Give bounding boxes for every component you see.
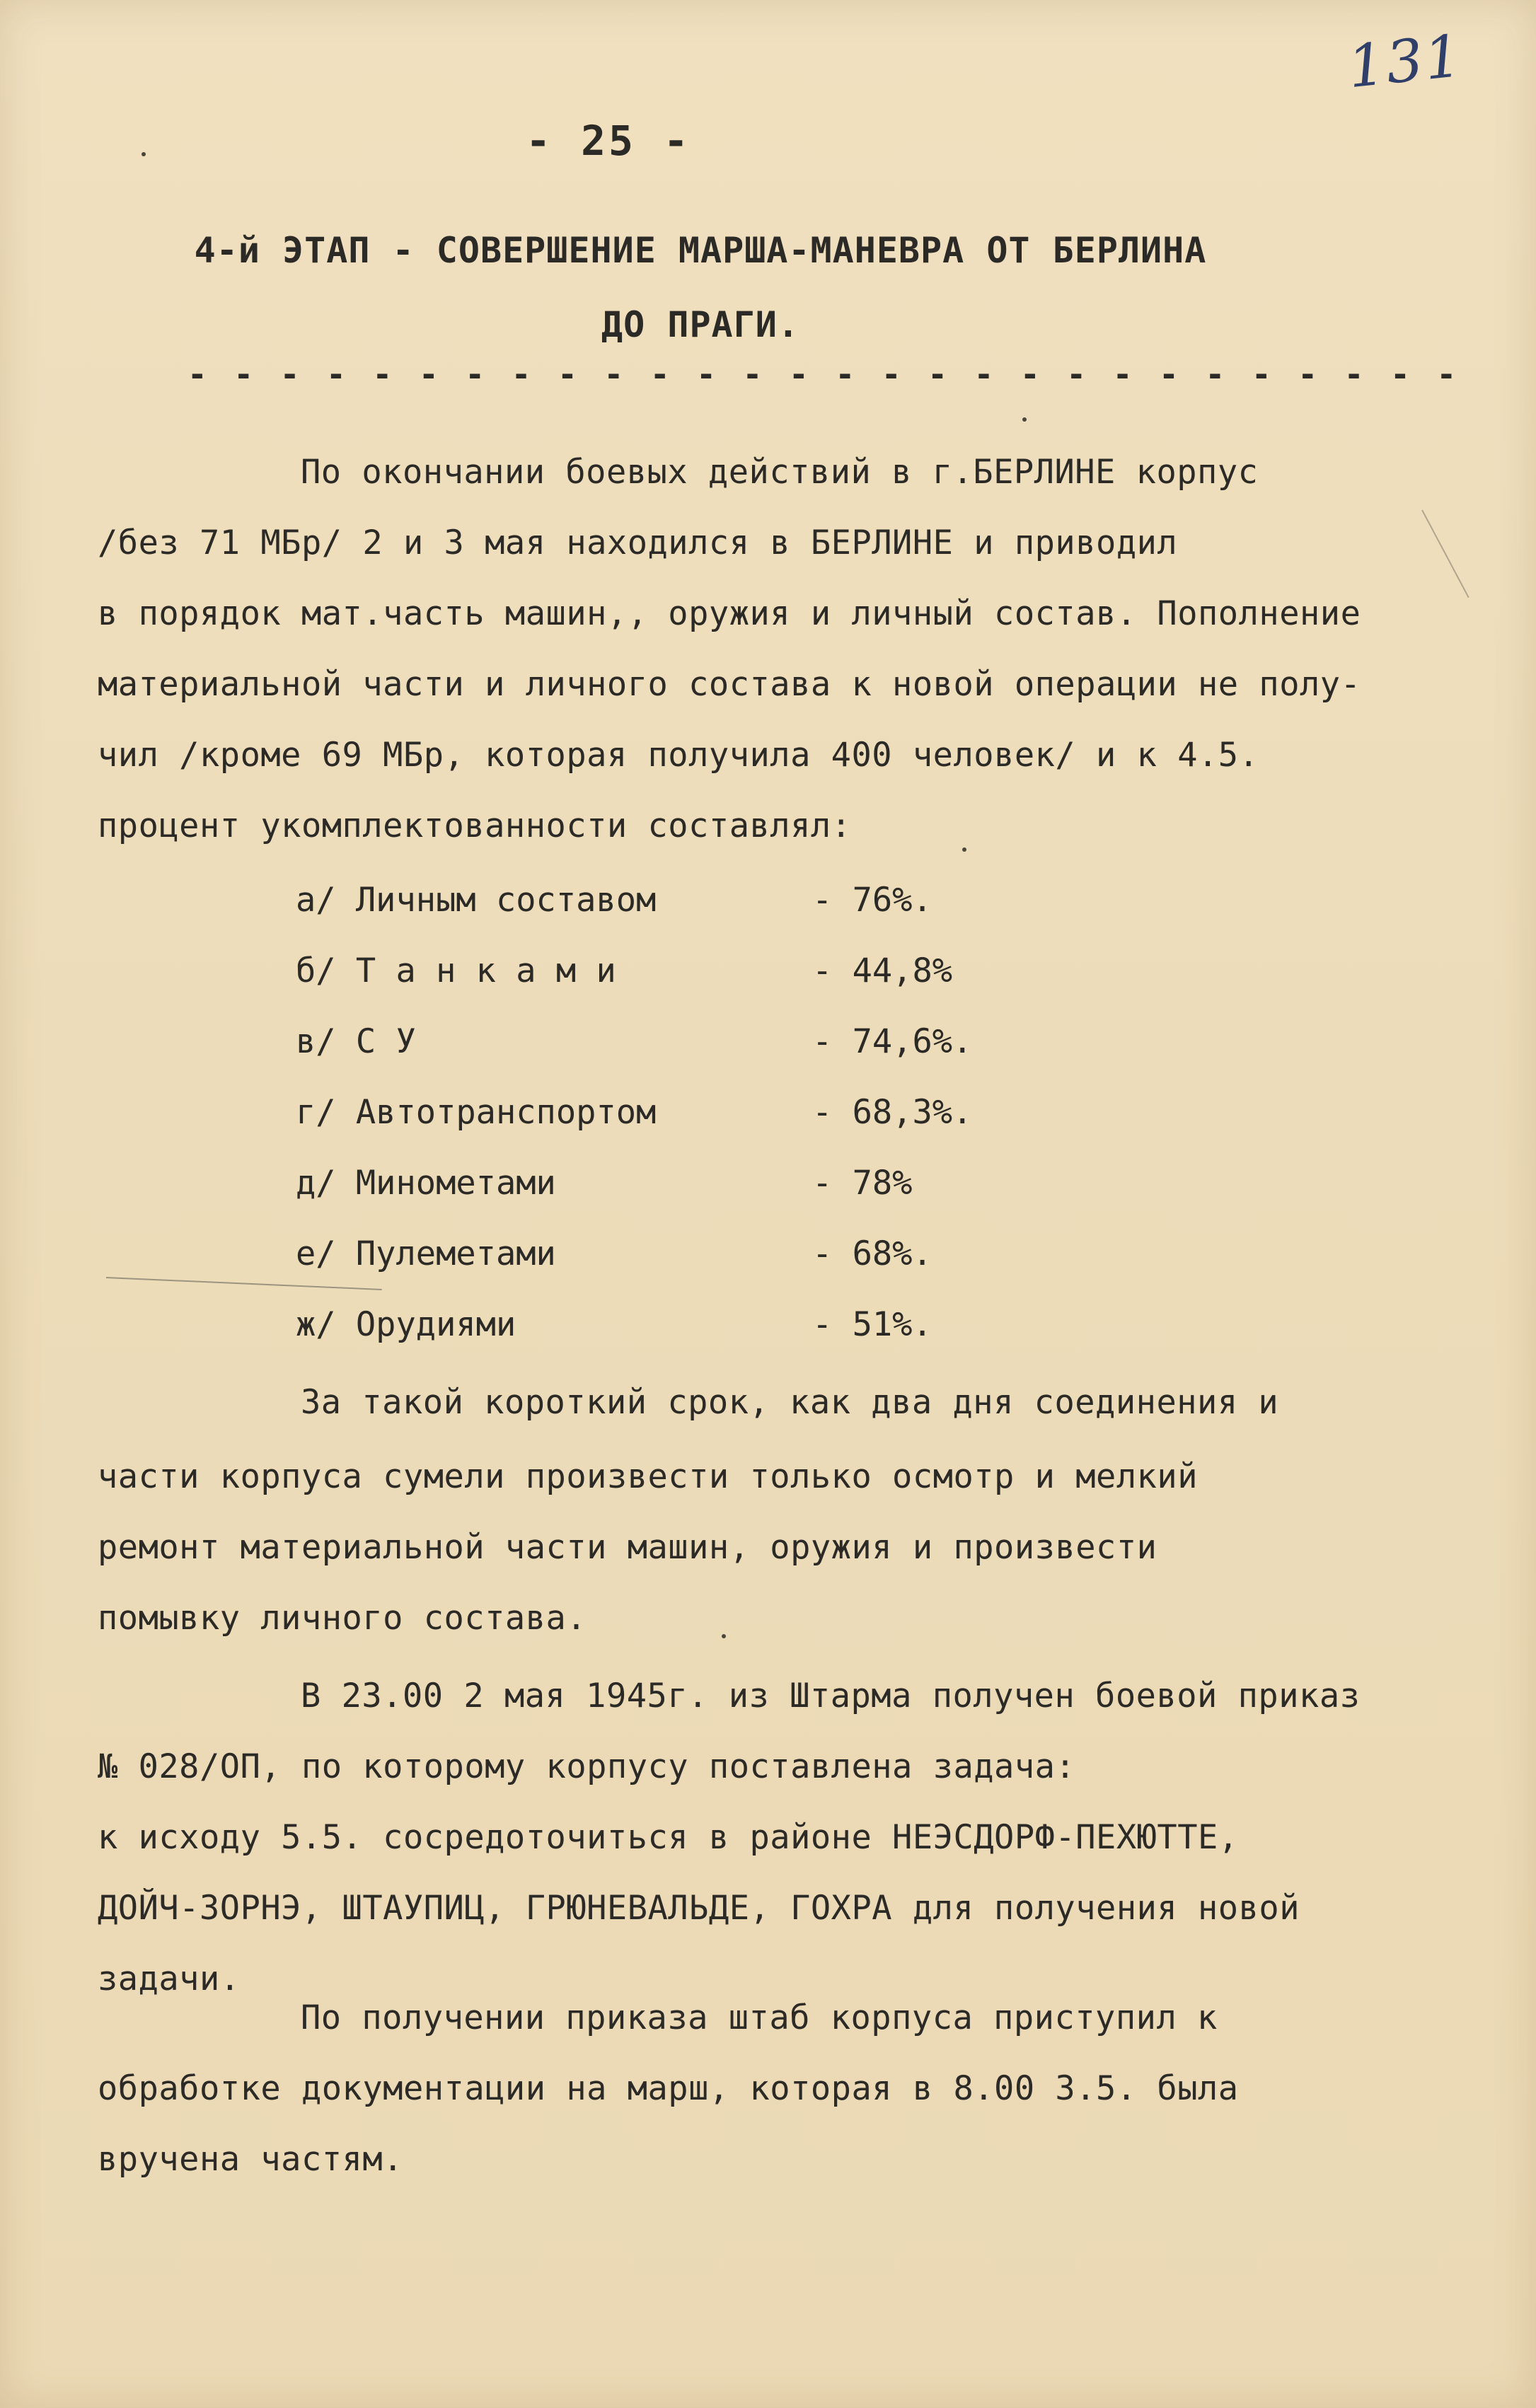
staffing-label: д/ Минометами xyxy=(296,1164,556,1203)
staffing-label: в/ С У xyxy=(296,1022,416,1061)
staffing-label: г/ Автотранспортом xyxy=(296,1093,657,1132)
staffing-value: - 78% xyxy=(812,1164,913,1203)
paragraph-3-line-1: В 23.00 2 мая 1945г. из Штарма получен боевой приказ xyxy=(301,1677,1361,1715)
paragraph-3-line-3: к исходу 5.5. сосредоточиться в районе НЕЭСДОРФ-ПЕХЮТТЕ, xyxy=(98,1818,1239,1857)
staffing-value: - 51%. xyxy=(812,1305,932,1344)
page-number: - 25 - xyxy=(526,117,691,165)
paragraph-1-line-1: По окончании боевых действий в г.БЕРЛИНЕ корпус xyxy=(301,453,1259,492)
paragraph-4-line-3: вручена частям. xyxy=(98,2140,403,2179)
staffing-label: а/ Личным составом xyxy=(296,881,657,920)
paragraph-1-line-5: чил /кроме 69 МБр, которая получила 400 человек/ и к 4.5. xyxy=(98,736,1259,775)
heading-line-1: 4-й ЭТАП - СОВЕРШЕНИЕ МАРША-МАНЕВРА ОТ БЕРЛИНА xyxy=(194,230,1207,271)
paragraph-1-line-2: /без 71 МБр/ 2 и 3 мая находился в БЕРЛИНЕ и приводил xyxy=(98,523,1178,562)
paragraph-2-line-3: ремонт материальной части машин, оружия и произвести xyxy=(98,1528,1157,1567)
staffing-label: е/ Пулеметами xyxy=(296,1234,556,1273)
archive-page-number: 131 xyxy=(1344,22,1467,102)
staffing-value: - 74,6%. xyxy=(812,1022,973,1061)
paragraph-4-line-1: По получении приказа штаб корпуса приступил к xyxy=(301,1998,1218,2037)
staffing-value: - 44,8% xyxy=(812,951,953,990)
ink-speck xyxy=(722,1634,726,1638)
paragraph-2-line-1: За такой короткий срок, как два дня соединения и xyxy=(301,1383,1279,1422)
paragraph-1-line-3: в порядок мат.часть машин,, оружия и личный состав. Пополнение xyxy=(98,594,1361,633)
staffing-value: - 76%. xyxy=(812,881,932,920)
paragraph-1-line-4: материальной части и личного состава к новой операции не полу- xyxy=(98,665,1361,704)
paragraph-4-line-2: обработке документации на марш, которая в 8.00 3.5. была xyxy=(98,2069,1239,2108)
paragraph-3-line-4: ДОЙЧ-ЗОРНЭ, ШТАУПИЦ, ГРЮНЕВАЛЬДЕ, ГОХРА для получения новой xyxy=(98,1889,1300,1928)
staffing-value: - 68%. xyxy=(812,1234,932,1273)
paragraph-1-line-6: процент укомплектованности составлял: xyxy=(98,806,852,845)
ink-speck xyxy=(962,847,966,852)
ink-speck xyxy=(142,152,146,156)
paragraph-2-line-2: части корпуса сумели произвести только осмотр и мелкий xyxy=(98,1457,1199,1496)
pencil-stroke xyxy=(1421,510,1469,598)
ink-speck xyxy=(1022,417,1027,422)
paragraph-2-line-4: помывку личного состава. xyxy=(98,1599,587,1638)
paragraph-3-line-5: задачи. xyxy=(98,1960,241,1998)
staffing-value: - 68,3%. xyxy=(812,1093,973,1132)
staffing-label: ж/ Орудиями xyxy=(296,1305,516,1344)
pencil-stroke xyxy=(106,1277,382,1290)
heading-rule: - - - - - - - - - - - - - - - - - - - - - - - - - - - - xyxy=(187,355,1460,393)
staffing-label: б/ Т а н к а м и xyxy=(296,951,616,990)
heading-line-2: ДО ПРАГИ. xyxy=(601,304,799,345)
paragraph-3-line-2: № 028/ОП, по которому корпусу поставлена задача: xyxy=(98,1747,1076,1786)
